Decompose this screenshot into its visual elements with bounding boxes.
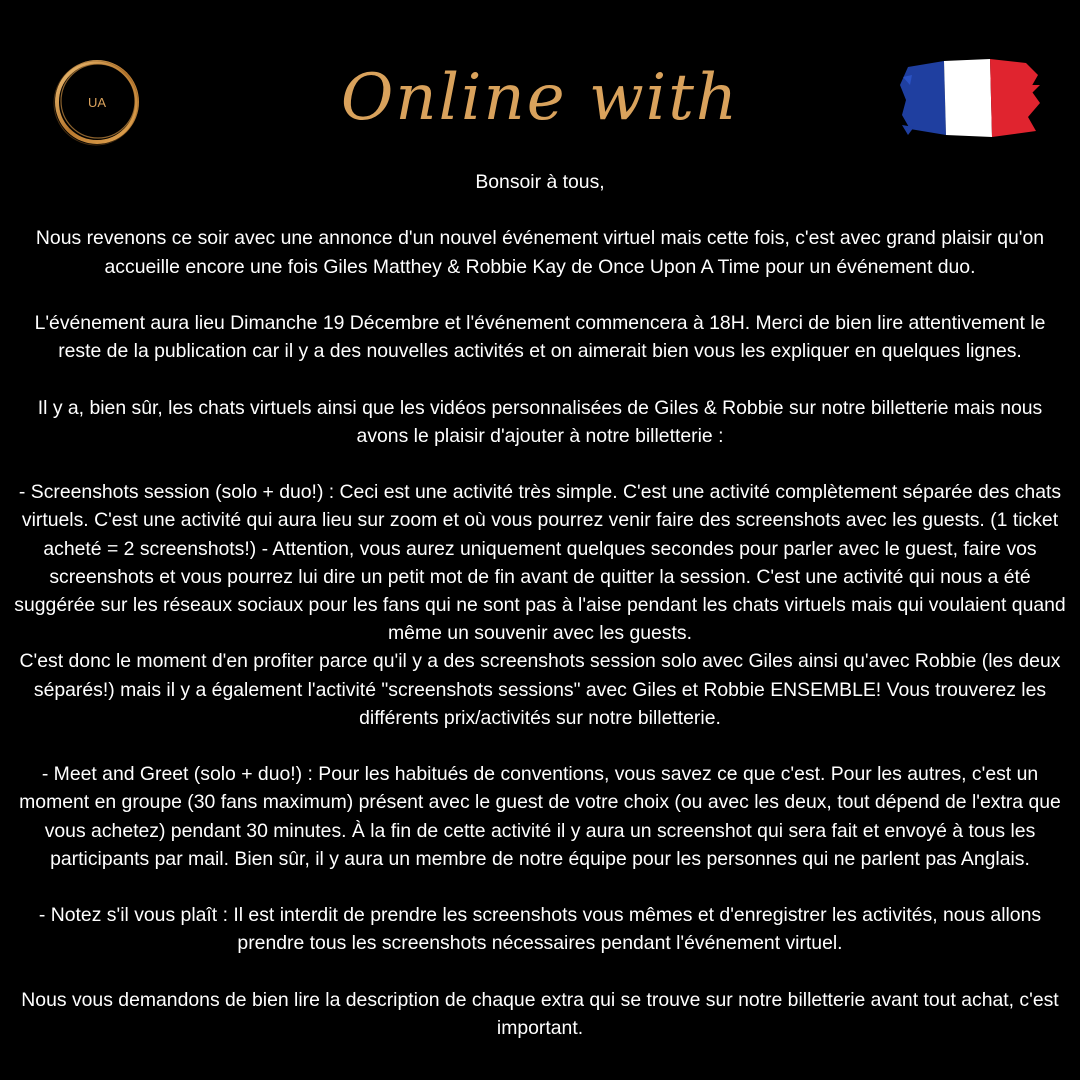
paragraph-screenshots-duo: C'est donc le moment d'en profiter parce qu'il y a des screenshots session solo avec Giles ainsi qu'avec Robbie (les deux séparés!) mais il y a également l'activité "screenshots sessions" avec Giles et Robbie ENSEMBLE! Vous trouverez les différents prix/activités sur notre billetterie. <box>19 650 1061 729</box>
logo-text: UA <box>87 95 107 110</box>
announcement-body <box>14 168 1066 1070</box>
greeting: Bonsoir à tous, <box>475 171 605 193</box>
paragraph-notice: - Notez s'il vous plaît : Il est interdit de prendre les screenshots vous mêmes et d'enregistrer les activités, nous allons prendre tous les screenshots nécessaires pendant l'événement virtuel. <box>38 904 1042 955</box>
paragraph-screenshots-session: - Screenshots session (solo + duo!) : Ceci est une activité très simple. C'est une activité complètement séparée des chats virtuels. C'est une activité qui aura lieu sur zoom et où vous pourrez venir faire des screenshots avec les guests. (1 ticket acheté = 2 screenshots!) - Attention, vous aurez uniquement quelques secondes pour parler avec le guest, faire vos screenshots et vous pourrez lui dire un petit mot de fin avant de quitter la session. C'est une activité qui nous a été suggérée sur les réseaux sociaux pour les fans qui ne sont pas à l'aise pendant les chats virtuels mais qui voulaient quand même un souvenir avec les guests. <box>14 481 1066 645</box>
paragraph-intro: Nous revenons ce soir avec une annonce d'un nouvel événement virtuel mais cette fois, c'est avec grand plaisir qu'on accueille encore une fois Giles Matthey & Robbie Kay de Once Upon A Time pour un événement duo. <box>35 227 1045 278</box>
page-title: Online with <box>340 61 740 135</box>
paragraph-ticketing: Il y a, bien sûr, les chats virtuels ainsi que les vidéos personnalisées de Giles & Robbie sur notre billetterie mais nous avons le plaisir d'ajouter à notre billetterie : <box>37 396 1043 447</box>
paragraph-meet-and-greet: - Meet and Greet (solo + duo!) : Pour les habitués de conventions, vous savez ce que c'est. Pour les autres, c'est un moment en groupe (30 fans maximum) présent avec le guest de votre choix (ou avec les deux, tout dépend de l'extra que vous achetez) pendant 30 minutes. À la fin de cette activité il y aura un screenshot qui sera fait et envoyé à tous les participants par mail. Bien sûr, il y aura un membre de notre équipe pour les personnes qui ne parlent pas Anglais. <box>19 763 1061 870</box>
paragraph-event-date: L'événement aura lieu Dimanche 19 Décembre et l'événement commencera à 18H. Merci de bien lire attentivement le reste de la publication car il y a des nouvelles activités et on aimerait bien vous les expliquer en quelques lignes. <box>34 311 1046 363</box>
paragraph-closing: Nous vous demandons de bien lire la description de chaque extra qui se trouve sur notre billetterie avant tout achat, c'est important. <box>21 988 1059 1039</box>
france-flag-icon <box>900 55 1040 140</box>
